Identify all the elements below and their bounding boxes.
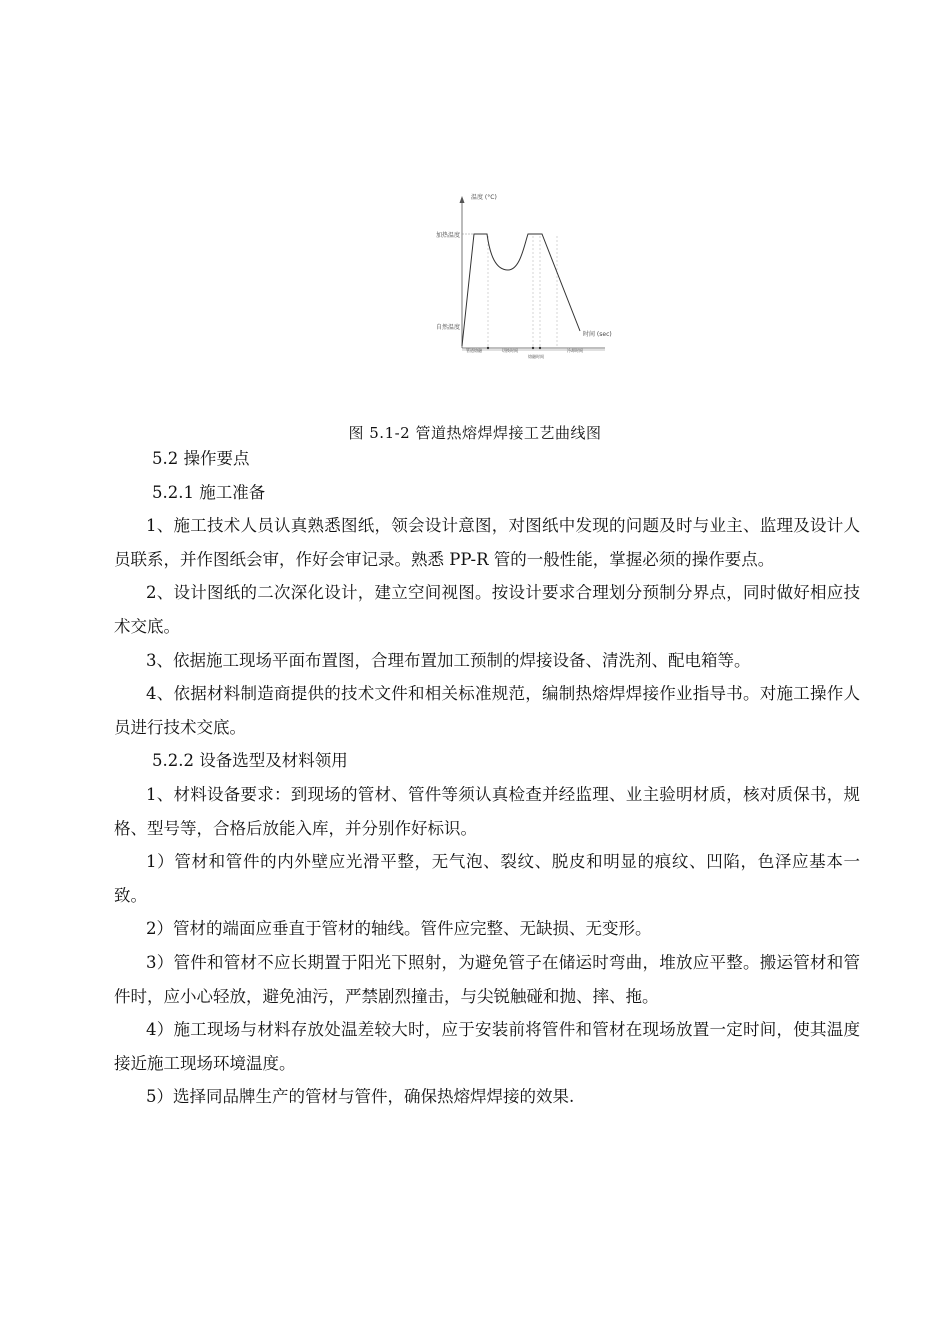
paragraph: 2、设计图纸的二次深化设计，建立空间视图。按设计要求合理划分预制分界点，同时做好相应技术交底。 xyxy=(114,583,860,636)
figure-caption: 图 5.1-2 管道热熔焊焊接工艺曲线图 xyxy=(348,424,602,442)
welding-process-curve-figure xyxy=(436,186,620,366)
subsection-heading: 5.2.2 设备选型及材料领用 xyxy=(152,751,348,771)
temperature-time-diagram xyxy=(436,186,620,366)
paragraph: 3、依据施工现场平面布置图，合理布置加工预制的焊接设备、清洗剂、配电箱等。 xyxy=(146,650,751,670)
x-axis-label: 时间 (sec) xyxy=(583,331,612,338)
heat-temp-label: 加热温度 xyxy=(436,232,461,239)
document-body xyxy=(114,442,860,1114)
paragraph: 4、依据材料制造商提供的技术文件和相关标准规范，编制热熔焊焊接作业指导书。对施工操作人员进行技术交底。 xyxy=(114,684,860,737)
section-heading: 5.2 操作要点 xyxy=(152,449,250,468)
phase-label: 冷却时间 xyxy=(567,348,583,353)
paragraph: 1、材料设备要求：到现场的管材、管件等须认真检查并经监理、业主验明材质，核对质保书，规格、型号等，合格后放能入库，并分别作好标识。 xyxy=(114,784,860,838)
temperature-curve xyxy=(462,234,580,346)
paragraph: 3）管件和管材不应长期置于阳光下照射，为避免管子在储运时弯曲，堆放应平整。搬运管材和管件时，应小心轻放，避免油污，严禁剧烈撞击，与尖锐触碰和抛、摔、拖。 xyxy=(114,952,860,1006)
phase-marker xyxy=(532,347,534,349)
y-axis-label: 温度 (°C) xyxy=(471,194,497,201)
phase-marker xyxy=(539,347,541,349)
phase-marker xyxy=(487,347,489,349)
phase-label: 切换时间 xyxy=(502,348,518,353)
phase-label: 管道熔融 xyxy=(466,348,482,353)
paragraph: 5）选择同品牌生产的管材与管件，确保热熔焊焊接的效果. xyxy=(146,1087,575,1107)
subsection-heading: 5.2.1 施工准备 xyxy=(152,482,266,502)
phase-label: 熔融时间 xyxy=(528,354,544,359)
y-axis-arrow-icon xyxy=(460,196,465,203)
paragraph: 4）施工现场与材料存放处温差较大时，应于安装前将管件和管材在现场放置一定时间，使其温度接近施工现场环境温度。 xyxy=(114,1020,860,1073)
paragraph: 1）管材和管件的内外壁应光滑平整，无气泡、裂纹、脱皮和明显的痕纹、凹陷，色泽应基本一致。 xyxy=(114,852,860,905)
paragraph: 1、施工技术人员认真熟悉图纸，领会设计意图，对图纸中发现的问题及时与业主、监理及设计人员联系，并作图纸会审，作好会审记录。熟悉 PP-R 管的一般性能，掌握必须的操作要点。 xyxy=(114,516,860,569)
ambient-temp-label: 自然温度 xyxy=(436,324,461,331)
paragraph: 2）管材的端面应垂直于管材的轴线。管件应完整、无缺损、无变形。 xyxy=(146,919,652,939)
